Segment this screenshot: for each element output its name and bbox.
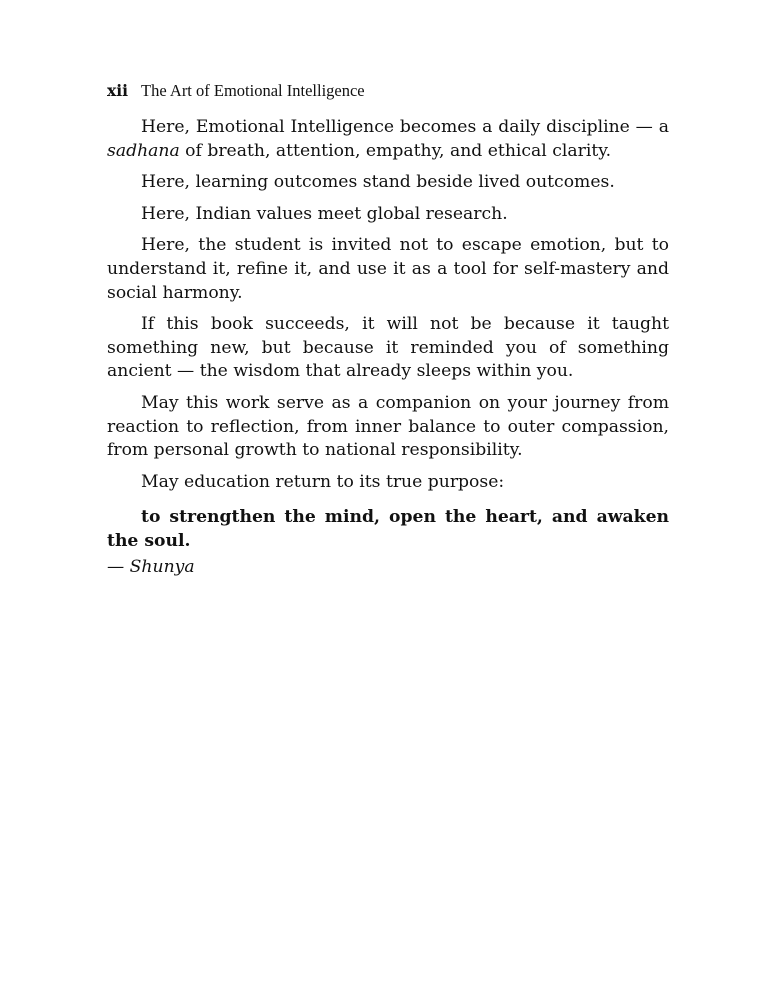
page-number: xii	[107, 81, 129, 100]
book-page	[107, 80, 669, 587]
paragraph-5: If this book succeeds, it will not be because it taught something new, but because it reminded you of something ancient — the wisdom that already sleeps within you.	[107, 314, 669, 382]
paragraph-3: Here, Indian values meet global research.	[141, 203, 508, 224]
author-signature: — Shunya	[107, 556, 195, 577]
paragraph-2: Here, learning outcomes stand beside lived outcomes.	[141, 172, 615, 193]
paragraph-1-text-b: of breath, attention, empathy, and ethical clarity.	[179, 140, 612, 161]
paragraph-6: May this work serve as a companion on your journey from reaction to reflection, from inner balance to outer compassion, from personal growth to national responsibility.	[107, 392, 669, 461]
paragraph-1	[107, 116, 669, 163]
paragraph-4: Here, the student is invited not to escape emotion, but to understand it, refine it, and use it as a tool for self-mastery and social harmony.	[107, 235, 669, 303]
paragraph-7: May education return to its true purpose:	[141, 471, 505, 492]
paragraph-1-italic-term: sadhana	[107, 140, 180, 161]
closing-emphasis: to strengthen the mind, open the heart, and awaken the soul.	[107, 507, 669, 551]
body-text	[107, 116, 669, 579]
book-title: The Art of Emotional Intelligence	[141, 81, 365, 100]
paragraph-1-text-a: Here, Emotional Intelligence becomes a daily discipline — a	[141, 117, 669, 137]
running-header	[107, 80, 669, 102]
